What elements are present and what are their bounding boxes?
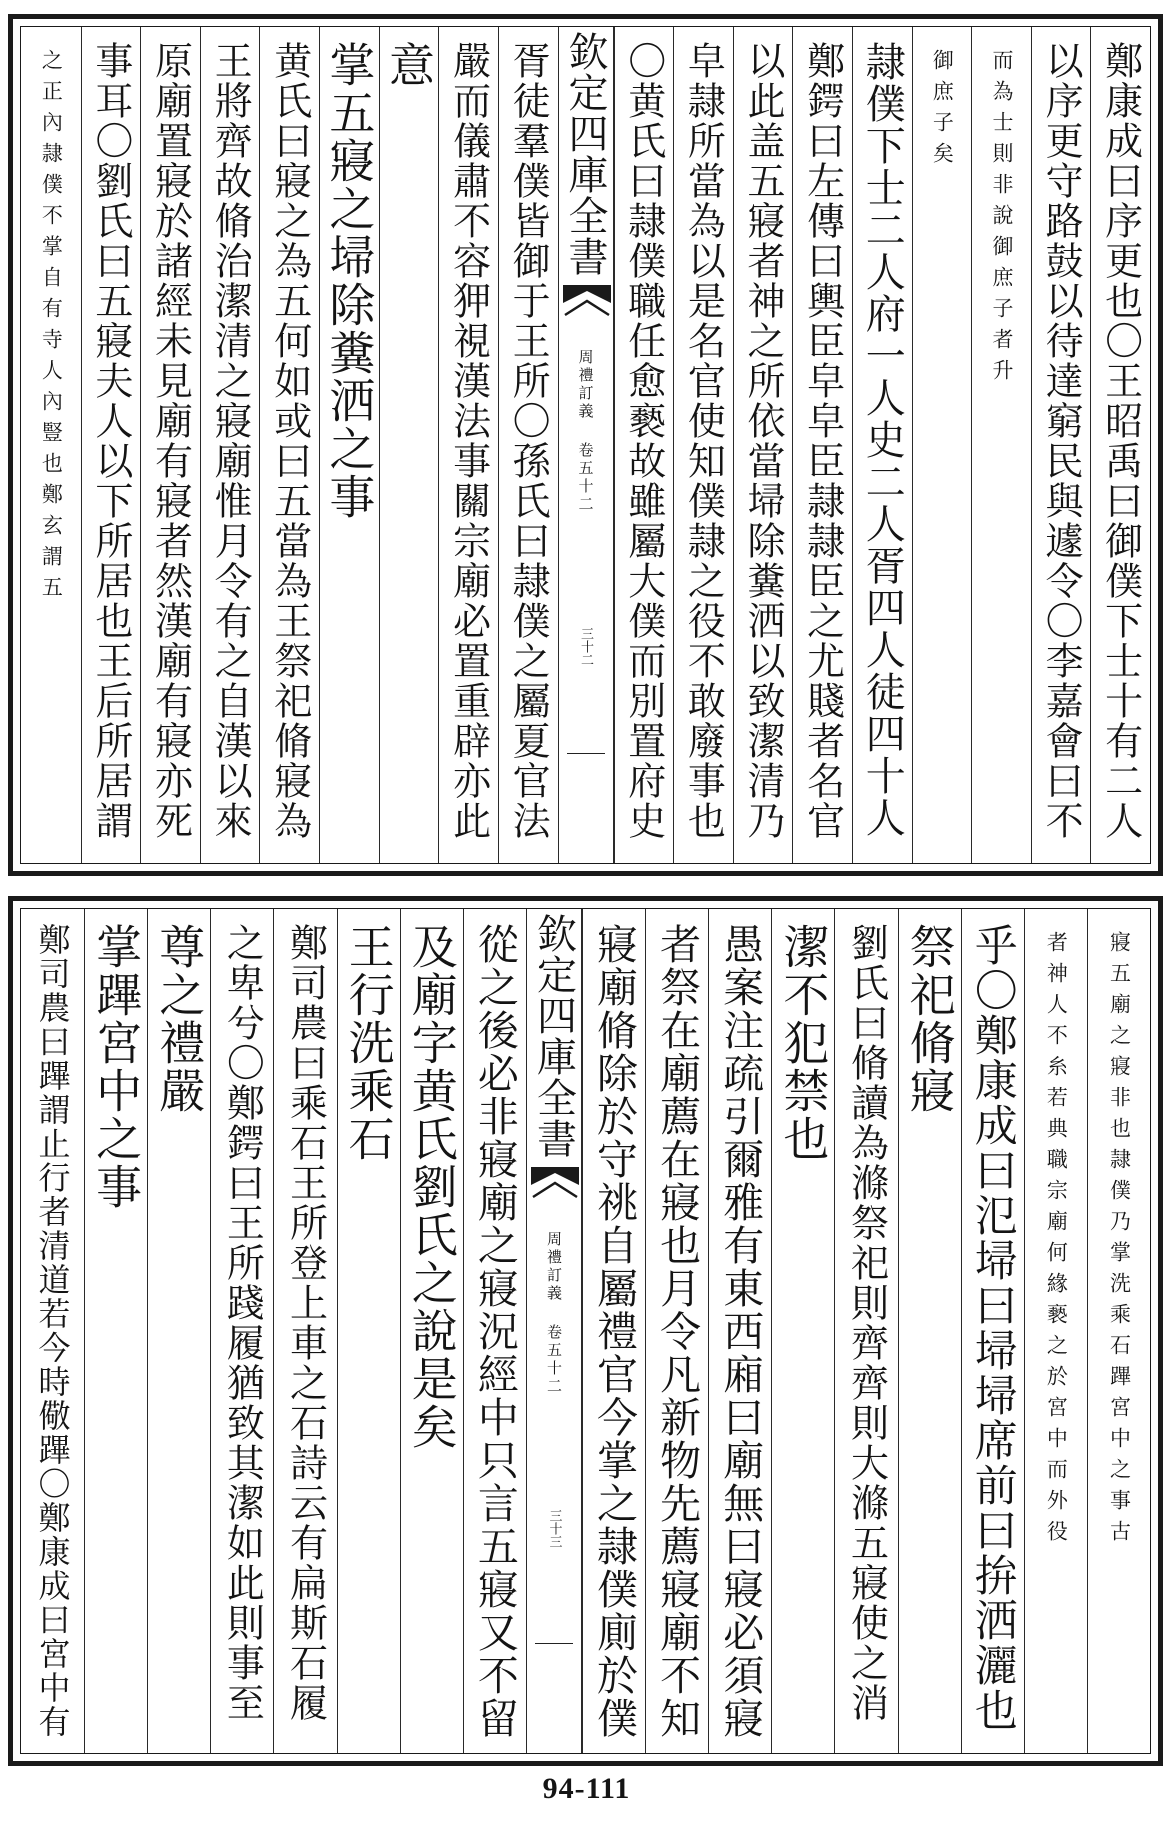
text-column <box>400 909 463 1753</box>
text-column <box>792 27 852 863</box>
column-text: 御庶子矣 <box>930 49 955 173</box>
column-text: 鄭司農曰乘石王所登上車之石詩云有扁斯石履 <box>283 923 328 1723</box>
text-column <box>210 909 273 1753</box>
column-text: 從之後必非寢廟之寢況經中只言五寢又不留 <box>470 923 519 1740</box>
gutter <box>558 27 614 863</box>
gutter-book-title: 欽定四庫全書 <box>530 913 577 1159</box>
text-column <box>463 909 526 1753</box>
text-column <box>961 909 1024 1753</box>
gutter-volume-label: 周禮訂義 卷五十二 <box>544 1231 563 1396</box>
text-column <box>852 27 912 863</box>
gutter-volume-label: 周禮訂義 卷五十二 <box>576 349 595 514</box>
column-text: 嚴而儀肅不容狎視漢法事關宗廟必置重辟亦此 <box>446 41 491 841</box>
column-text: 王將齊故脩治潔清之寢廟惟月令有之自漢以來 <box>208 41 253 841</box>
gutter-page-number: 三十三 <box>546 1509 562 1548</box>
text-column <box>337 909 400 1753</box>
column-text: 事耳〇劉氏曰五寢夫人以下所居也王后所居謂 <box>88 41 133 841</box>
page-number: 94-111 <box>542 1772 631 1805</box>
text-column <box>140 27 200 863</box>
top-page-inner-frame <box>20 26 1151 864</box>
text-column <box>379 27 439 863</box>
column-text: 以此盖五寢者神之所依當埽除糞洒以致潔清乃 <box>741 41 786 841</box>
text-column <box>147 909 210 1753</box>
column-text: 者神人不糸若典職宗廟何緣褻之於宮中而外役 <box>1044 931 1069 1551</box>
text-column <box>898 909 961 1753</box>
text-column <box>912 27 972 863</box>
text-column <box>259 27 319 863</box>
text-column <box>84 909 147 1753</box>
text-column <box>708 909 771 1753</box>
fish-tail-mark-icon <box>531 1167 579 1213</box>
text-column <box>21 909 84 1753</box>
column-text: 愚案注疏引爾雅有東西廂曰廟無曰寢必須寢 <box>716 923 765 1740</box>
gutter <box>526 909 582 1753</box>
bottom-page-inner-frame <box>20 908 1151 1754</box>
column-text: 及廟字黄氏劉氏之說是矣 <box>404 923 459 1451</box>
column-text: 黄氏曰寢之為五何如或曰五當為王祭祀脩寢為 <box>267 41 312 841</box>
text-column <box>673 27 733 863</box>
column-text: 者祭在廟薦在寢也月令凡新物先薦寢廟不知 <box>653 923 702 1740</box>
top-page-frame <box>8 14 1163 876</box>
text-column <box>21 27 81 863</box>
column-text: 掌蹕宮中之事 <box>89 923 144 1211</box>
column-text: 王行洗乘石 <box>341 923 396 1163</box>
text-column <box>614 27 674 863</box>
column-text: 劉氏曰脩讀為滌祭祀則齊齊則大滌五寢使之消 <box>844 923 889 1723</box>
column-text: 鄭康成曰序更也〇王昭禹曰御僕下士十有二人 <box>1098 41 1143 841</box>
text-column <box>645 909 708 1753</box>
bottom-page-frame <box>8 896 1163 1766</box>
gutter-book-title: 欽定四庫全書 <box>562 31 608 277</box>
column-text: 皁隷所當為以是名官使知僕隷之役不敢廢事也 <box>681 41 726 841</box>
column-text: 鄭司農曰蹕謂止行者清道若今時儆蹕〇鄭康成曰宮中有 <box>33 923 72 1739</box>
column-text: 胥徒羣僕皆御于王所〇孫氏曰隷僕之屬夏官法 <box>506 41 551 841</box>
gutter-rule <box>535 1643 573 1644</box>
text-column <box>319 27 379 863</box>
column-text: 掌五寢之埽除糞洒之事 <box>322 41 377 521</box>
column-text: 寢廟脩除於守祧自屬禮官今掌之隷僕廁於僕 <box>589 923 638 1740</box>
column-text: 而為士則非說御庶子者升 <box>989 49 1014 390</box>
text-column <box>971 27 1031 863</box>
column-text: 隷僕下士二人府一人史二人胥四人徒四十人 <box>859 41 906 839</box>
column-text: 之正內隷僕不掌自有寺人內豎也鄭玄謂五 <box>39 49 64 607</box>
text-column <box>200 27 260 863</box>
column-text: 乎〇鄭康成曰氾埽曰埽埽席前曰拚洒灑也 <box>967 923 1018 1733</box>
column-text: 〇黄氏曰隷僕職任愈褻故雖屬大僕而別置府史 <box>621 41 666 841</box>
gutter-page-number: 三十二 <box>578 627 593 666</box>
text-column <box>1031 27 1091 863</box>
fish-tail-mark-icon <box>563 285 611 331</box>
column-text: 寢五廟之寢非也隷僕乃掌洗乘石蹕宮中之事古 <box>1107 931 1132 1551</box>
column-text: 之卑兮〇鄭鍔曰王所踐履猶致其潔如此則事至 <box>220 923 265 1723</box>
column-text: 祭祀脩寢 <box>902 923 957 1115</box>
text-column <box>771 909 834 1753</box>
text-column <box>582 909 645 1753</box>
text-column <box>1024 909 1087 1753</box>
column-text: 原廟置寢於諸經未見廟有寢者然漢廟有寢亦死 <box>148 41 193 841</box>
text-column <box>733 27 793 863</box>
column-text: 潔不犯禁也 <box>776 923 831 1163</box>
text-column <box>273 909 336 1753</box>
text-column <box>1087 909 1150 1753</box>
column-text: 以序更守路鼓以待達窮民與遽令〇李嘉會曰不 <box>1039 41 1084 841</box>
text-column <box>81 27 141 863</box>
column-text: 意 <box>381 41 436 89</box>
text-column <box>438 27 498 863</box>
gutter-rule <box>567 753 605 754</box>
column-text: 尊之禮嚴 <box>152 923 207 1115</box>
text-column <box>498 27 558 863</box>
text-column <box>1090 27 1150 863</box>
text-column <box>834 909 897 1753</box>
column-text: 鄭鍔曰左傳曰輿臣皁皁臣隷隷臣之尤賤者名官 <box>800 41 845 841</box>
